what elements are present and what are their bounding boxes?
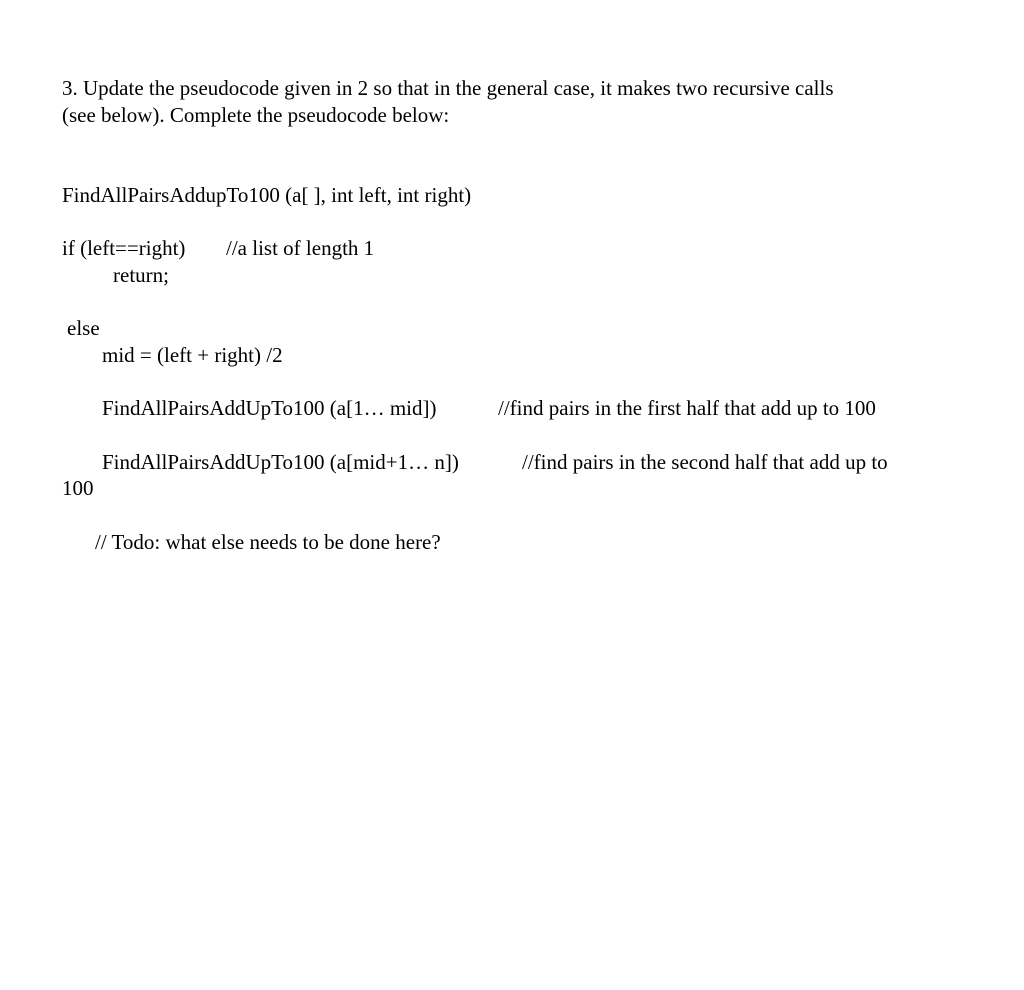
recursive-call-second-half-comment-continued: 100 bbox=[62, 476, 94, 500]
recursive-call-second-half-comment: //find pairs in the second half that add up to bbox=[522, 450, 888, 474]
if-comment: //a list of length 1 bbox=[226, 236, 375, 260]
question-text-line-1: 3. Update the pseudocode given in 2 so that in the general case, it makes two recursive calls bbox=[62, 76, 834, 100]
if-condition: if (left==right) bbox=[62, 236, 186, 260]
return-statement: return; bbox=[113, 263, 169, 287]
recursive-call-second-half: FindAllPairsAddUpTo100 (a[mid+1… n]) bbox=[102, 450, 459, 474]
recursive-call-first-half-comment: //find pairs in the first half that add up to 100 bbox=[498, 396, 876, 420]
mid-statement: mid = (left + right) /2 bbox=[102, 343, 283, 367]
question-text-line-2: (see below). Complete the pseudocode below: bbox=[62, 103, 450, 127]
todo-comment: // Todo: what else needs to be done here? bbox=[95, 530, 441, 554]
function-signature: FindAllPairsAddupTo100 (a[ ], int left, int right) bbox=[62, 183, 472, 207]
recursive-call-first-half: FindAllPairsAddUpTo100 (a[1… mid]) bbox=[102, 396, 437, 420]
else-keyword: else bbox=[67, 316, 100, 340]
